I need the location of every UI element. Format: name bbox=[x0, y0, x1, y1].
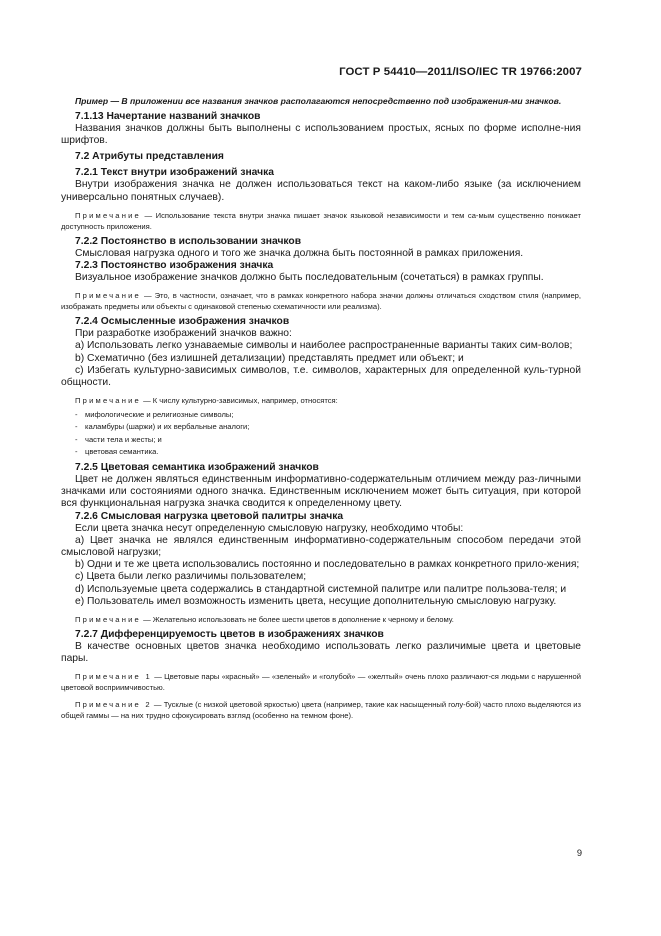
list-item: b) Одни и те же цвета использовались постоянно и последовательно в рамках конкретного прило-жения; bbox=[75, 559, 580, 571]
note-list-item: - мифологические и религиозные символы; bbox=[61, 409, 581, 421]
section-7-2-4-note bbox=[61, 395, 581, 406]
section-7-2-7-title: 7.2.7 Дифференцируемость цветов в изображениях значков bbox=[75, 629, 384, 641]
section-7-2-7-note-2 bbox=[61, 699, 581, 721]
section-7-2-5-title: 7.2.5 Цветовая семантика изображений значков bbox=[75, 462, 319, 474]
page-content bbox=[61, 96, 581, 724]
section-7-2-1-text: Внутри изображения значка не должен использоваться текст на каком-либо языке (за исключением универсально понятных случаев). bbox=[61, 179, 581, 203]
note-text: — Цветовые пары «красный» — «зеленый» и «голубой» — «желтый» очень плохо различают-ся людьми с нарушенной цветовой восприимчивостью. bbox=[61, 672, 582, 693]
section-7-2-6-intro: Если цвета значка несут определенную смысловую нагрузку, необходимо чтобы: bbox=[75, 522, 464, 534]
list-item: d) Используемые цвета содержались в стандартной системной палитре или палитре пользова-теля; и bbox=[75, 583, 567, 595]
section-7-2-7-note-1 bbox=[61, 671, 581, 693]
note-list-item: - цветовая семантика. bbox=[61, 446, 581, 458]
dash-marker: - bbox=[75, 422, 78, 432]
section-7-2-3-text: Визуальное изображение значков должно быть последовательным (сочетаться) в рамках группы. bbox=[75, 272, 544, 284]
section-7-2-3-note bbox=[61, 290, 581, 312]
section-7-2-title: 7.2 Атрибуты представления bbox=[75, 151, 224, 163]
note-text: — Это, в частности, означает, что в рамках конкретного набора значки должны отличаться сходством стиля (например, изображать предметы или объекты с одинаковой степенью схематичности или реализма). bbox=[61, 291, 581, 312]
section-7-2-1-title: 7.2.1 Текст внутри изображений значка bbox=[75, 167, 274, 179]
list-item: a) Цвет значка не являлся единственным информативно-содержательным способом передачи этой смысловой нагрузки; bbox=[61, 534, 581, 559]
list-item: b) Схематично (без излишней детализации) представлять предмет или объект; и bbox=[75, 352, 464, 364]
section-7-2-3-title: 7.2.3 Постоянство изображения значка bbox=[75, 260, 274, 272]
note-label: Примечание bbox=[75, 396, 141, 406]
note-text: — Использование текста внутри значка пишает значок языковой независимости и тем са-мым существенно понижает доступность приложения. bbox=[61, 210, 581, 231]
note-label: Примечание bbox=[75, 291, 141, 301]
note-label: Примечание bbox=[75, 615, 141, 625]
section-7-2-7-text: В качестве основных цветов значка необходимо использовать легко различимые цвета и цветовые пары. bbox=[61, 641, 581, 665]
section-7-2-4-intro: При разработке изображений значков важно: bbox=[75, 328, 292, 340]
section-7-2-2-text: Смысловая нагрузка одного и того же значка должна быть постоянной в рамках приложения. bbox=[75, 247, 524, 259]
page-number: 9 bbox=[576, 848, 582, 858]
list-item: a) Использовать легко узнаваемые символы и наиболее распространенные варианты таких сим-волов; bbox=[75, 340, 573, 352]
note-list-item: - части тела и жесты; и bbox=[61, 434, 581, 446]
section-7-2-5-text: Цвет не должен являться единственным информативно-содержательным отличием между раз-личными значками или состояниями одного значка. Единственным исключением может быть ситуация, при которой вся функциональная нагрузка значка сводится к определенному цвету. bbox=[61, 474, 581, 510]
note-text: — Тусклые (с низкой цветовой яркостью) цвета (например, такие как насыщенный голу-бой) часто плохо выделяются из общей гаммы — на них трудно сфокусировать взгляд (особенно на темном фоне). bbox=[61, 700, 581, 721]
note-text: — К числу культурно-зависимых, например, относятся: bbox=[140, 396, 338, 406]
list-item: c) Избегать культурно-зависимых символов, т.е. символов, характерных для определенной куль-турной общности. bbox=[61, 364, 581, 389]
note-text: — Желательно использовать не более шести цветов в дополнение к черному и белому. bbox=[140, 615, 454, 625]
dash-marker: - bbox=[75, 434, 78, 444]
section-7-1-13-title: 7.1.13 Начертание названий значков bbox=[75, 111, 261, 122]
note-list-item: - каламбуры (шаржи) и их вербальные аналоги; bbox=[61, 421, 581, 433]
dash-marker: - bbox=[75, 410, 78, 420]
example-note: Пример — В приложении все названия значков располагаются непосредственно под изображения-ми значков. bbox=[75, 96, 562, 106]
section-7-2-1-note bbox=[61, 210, 581, 232]
section-7-2-2-title: 7.2.2 Постоянство в использовании значков bbox=[75, 235, 302, 247]
section-7-2-6-title: 7.2.6 Смысловая нагрузка цветовой палитры значка bbox=[75, 510, 344, 522]
note-label: Примечание 2 bbox=[75, 700, 152, 710]
section-7-2-6-note bbox=[61, 614, 581, 625]
list-item: c) Цвета были легко различимы пользователем; bbox=[75, 571, 307, 583]
list-item: e) Пользователь имел возможность изменить цвета, несущие дополнительную смысловую нагрузку. bbox=[75, 595, 557, 607]
note-label: Примечание 1 bbox=[75, 672, 152, 682]
dash-marker: - bbox=[75, 446, 78, 456]
note-label: Примечание bbox=[75, 210, 141, 220]
section-7-1-13-text: Названия значков должны быть выполнены с использованием простых, ясных по форме исполне-ния шрифтов. bbox=[61, 123, 581, 147]
section-7-2-4-title: 7.2.4 Осмысленные изображения значков bbox=[75, 316, 290, 328]
standard-header: ГОСТ Р 54410—2011/ISO/IEC TR 19766:2007 bbox=[339, 66, 582, 78]
